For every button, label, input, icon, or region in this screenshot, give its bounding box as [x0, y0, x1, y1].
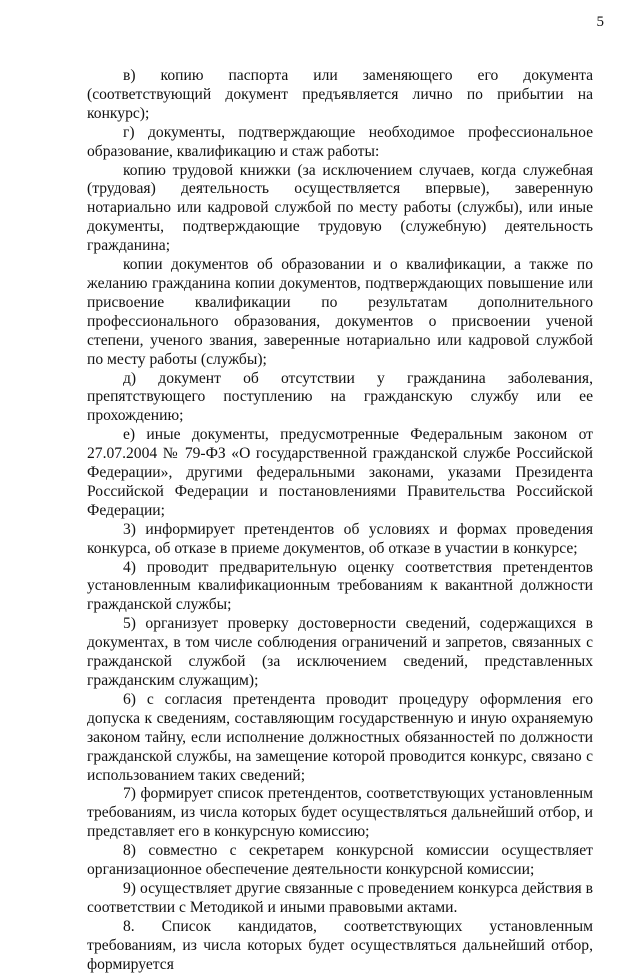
paragraph: копию трудовой книжки (за исключением случаев, когда служебная (трудовая) деятельность осуществляется впервые), заверенную нотариально или кадровой службой по месту работы (службы), или иные документы, подтверждающие трудовую (служебную) деятельность гражданина; — [87, 161, 593, 255]
paragraph: копии документов об образовании и о квалификации, а также по желанию гражданина копии документов, подтверждающих повышение или присвоение квалификации по результатам дополнительного профессионального образования, документов о присвоении ученой степени, ученого звания, заверенные нотариально или кадровой службой по месту работы (службы); — [87, 256, 593, 368]
paragraph: 9) осуществляет другие связанные с проведением конкурса действия в соответствии с Методикой и иными правовыми актами. — [87, 879, 593, 916]
paragraph: в) копию паспорта или заменяющего его документа (соответствующий документ предъявляется лично по прибытии на конкурс); — [87, 67, 593, 122]
paragraph: 8. Список кандидатов, соответствующих установленным требованиям, из числа которых будет осуществляться дальнейший отбор, формируется — [87, 917, 593, 973]
paragraph: 3) информирует претендентов об условиях и формах проведения конкурса, об отказе в приеме документов, об отказе в участии в конкурсе; — [87, 520, 593, 557]
paragraph: 6) с согласия претендента проводит процедуру оформления его допуска к сведениям, составляющим государственную и иную охраняемую законом тайну, если исполнение должностных обязанностей по должности гражданской службы, на замещение которой проводится конкурс, связано с использованием таких сведений; — [87, 690, 593, 784]
paragraph: 8) совместно с секретарем конкурсной комиссии осуществляет организационное обеспечение деятельности конкурсной комиссии; — [87, 842, 593, 879]
paragraph: 4) проводит предварительную оценку соответствия претендентов установленным квалификационным требованиям к вакантной должности гражданской службы; — [87, 558, 593, 614]
document-body — [87, 67, 593, 975]
page-number: 5 — [596, 14, 604, 30]
paragraph: д) документ об отсутствии у гражданина заболевания, препятствующего поступлению на гражданскую службу или ее прохождению; — [87, 369, 593, 425]
paragraph: 5) организует проверку достоверности сведений, содержащихся в документах, в том числе соблюдения ограничений и запретов, связанных с гражданской службой (за исключением сведений, представленных гражданским служащим); — [87, 615, 593, 689]
paragraph: г) документы, подтверждающие необходимое профессиональное образование, квалификацию и стаж работы: — [87, 123, 593, 160]
paragraph: 7) формирует список претендентов, соответствующих установленным требованиям, из числа которых будет осуществляться дальнейший отбор, и представляет его в конкурсную комиссию; — [87, 785, 593, 841]
paragraph: е) иные документы, предусмотренные Федеральным законом от 27.07.2004 № 79-ФЗ «О государственной гражданской службе Российской Федерации», другими федеральными законами, указами Президента Российской Федерации и постановлениями Правительства Российской Федерации; — [87, 426, 593, 519]
